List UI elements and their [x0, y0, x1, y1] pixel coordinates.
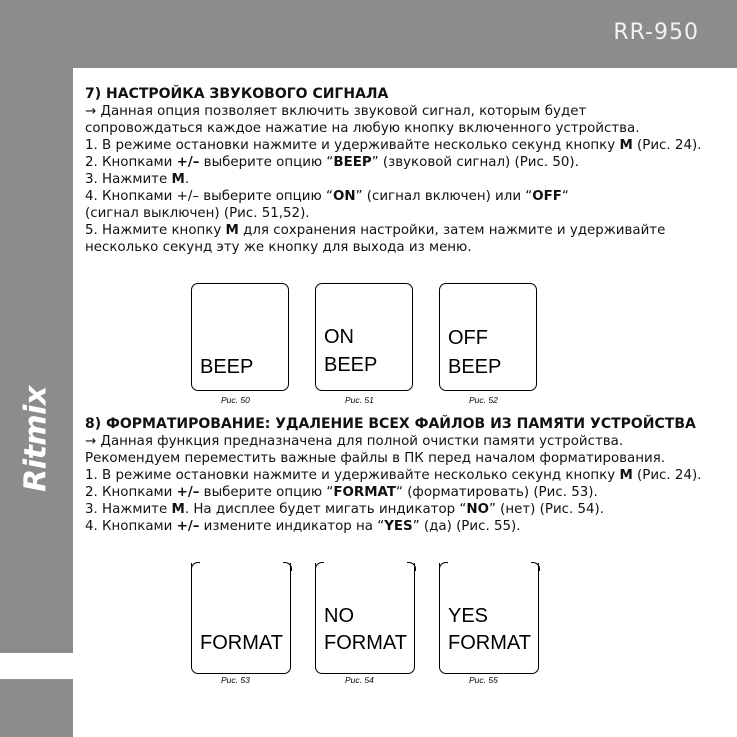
- key-plus-minus: +/–: [176, 519, 200, 534]
- side-bar: [0, 68, 73, 653]
- text: ” (звуковой сигнал) (Рис. 50).: [371, 155, 579, 170]
- text: (Рис. 24).: [632, 138, 702, 153]
- manual-page-content-2: [85, 416, 725, 535]
- key-m: M: [171, 502, 185, 517]
- key-m: M: [225, 223, 239, 238]
- step-4: [85, 518, 725, 535]
- step-1: [85, 137, 725, 154]
- figure-caption: Рис. 51: [345, 395, 374, 405]
- display-screen: [315, 283, 413, 391]
- step-5: [85, 222, 725, 239]
- text: “: [561, 189, 569, 204]
- figure-caption: Рис. 53: [221, 675, 250, 685]
- display-screen: [191, 563, 291, 674]
- display-line-2: BEEP: [448, 356, 502, 378]
- text: 4. Кнопками: [85, 519, 177, 534]
- display-line-2: FORMAT: [324, 632, 407, 654]
- display-screen: [315, 563, 415, 674]
- text: измените индикатор на “: [199, 519, 385, 534]
- figure-51: [315, 283, 413, 405]
- option-format: FORMAT: [333, 485, 396, 500]
- display-line-2: BEEP: [200, 356, 254, 378]
- text: .: [184, 172, 190, 187]
- top-bar: [0, 0, 737, 68]
- paragraph-line: несколько секунд эту же кнопку для выхода из меню.: [85, 240, 472, 255]
- display-line-1: NO: [324, 605, 354, 627]
- text: 5. Нажмите кнопку: [85, 223, 226, 238]
- step-3: [85, 171, 725, 188]
- paragraph-line: Рекомендуем переместить важные файлы в ПК перед началом форматирования.: [85, 451, 666, 466]
- section-heading: 7) НАСТРОЙКА ЗВУКОВОГО СИГНАЛА: [85, 86, 389, 102]
- text: выберите опцию “: [199, 155, 334, 170]
- figure-52: [439, 283, 537, 405]
- option-yes: YES: [384, 519, 413, 534]
- display-line-1: ON: [324, 326, 354, 348]
- option-on: ON: [332, 189, 356, 204]
- text: (Рис. 24).: [632, 468, 702, 483]
- display-line-2: FORMAT: [200, 632, 283, 654]
- figure-caption: Рис. 50: [221, 395, 250, 405]
- text: 3. Нажмите: [85, 172, 172, 187]
- step-4: [85, 188, 725, 205]
- text: ” (да) (Рис. 55).: [412, 519, 521, 534]
- figures-beep: [191, 283, 563, 405]
- figure-53: [191, 563, 289, 685]
- model-name: RR-950: [613, 20, 699, 45]
- text: 2. Кнопками: [85, 485, 177, 500]
- paragraph-line: → Данная опция позволяет включить звуковой сигнал, которым будет: [85, 104, 587, 119]
- key-m: M: [619, 138, 633, 153]
- step-2: [85, 484, 725, 501]
- figure-55: [439, 563, 537, 685]
- text: “ (форматировать) (Рис. 53).: [396, 485, 598, 500]
- option-no: NO: [466, 502, 489, 517]
- text: для сохранения настройки, затем нажмите и удерживайте: [238, 223, 666, 238]
- step-1: [85, 467, 725, 484]
- display-line-1: OFF: [448, 327, 488, 349]
- key-m: M: [171, 172, 185, 187]
- paragraph-line: → Данная функция предназначена для полной очистки памяти устройства.: [85, 434, 624, 449]
- option-off: OFF: [532, 189, 562, 204]
- display-line-1: YES: [448, 605, 489, 627]
- key-plus-minus: +/–: [176, 155, 200, 170]
- key-plus-minus: +/–: [176, 485, 200, 500]
- step-2: [85, 154, 725, 171]
- text: ” (нет) (Рис. 54).: [488, 502, 605, 517]
- figure-50: [191, 283, 289, 405]
- section-sound-signal: [85, 86, 725, 256]
- brand-logo: Ritmix: [18, 386, 54, 492]
- figure-54: [315, 563, 413, 685]
- text: 1. В режиме остановки нажмите и удерживайте несколько секунд кнопку: [85, 138, 620, 153]
- text: . На дисплее будет мигать индикатор “: [184, 502, 467, 517]
- text: 1. В режиме остановки нажмите и удерживайте несколько секунд кнопку: [85, 468, 620, 483]
- side-bar-bottom: [0, 679, 73, 737]
- paragraph-line: сопровождаться каждое нажатие на любую кнопку включенного устройства.: [85, 121, 640, 136]
- figure-caption: Рис. 55: [469, 675, 498, 685]
- text: 4. Кнопками +/– выберите опцию “: [85, 189, 333, 204]
- display-line-2: BEEP: [324, 354, 378, 376]
- text: выберите опцию “: [199, 485, 334, 500]
- paragraph-line: (сигнал выключен) (Рис. 51,52).: [85, 206, 310, 221]
- display-screen: [191, 283, 289, 391]
- manual-page-content: [85, 86, 725, 256]
- key-m: M: [619, 468, 633, 483]
- step-3: [85, 501, 725, 518]
- figures-format: [191, 563, 563, 685]
- section-format: [85, 416, 725, 535]
- figure-caption: Рис. 54: [345, 675, 374, 685]
- text: ” (сигнал включен) или “: [355, 189, 533, 204]
- text: 3. Нажмите: [85, 502, 172, 517]
- display-screen: [439, 283, 537, 391]
- display-line-2: FORMAT: [448, 632, 531, 654]
- text: 2. Кнопками: [85, 155, 177, 170]
- option-beep: BEEP: [333, 155, 372, 170]
- display-screen: [439, 563, 539, 674]
- section-heading: 8) ФОРМАТИРОВАНИЕ: УДАЛЕНИЕ ВСЕХ ФАЙЛОВ ИЗ ПАМЯТИ УСТРОЙСТВА: [85, 416, 696, 432]
- figure-caption: Рис. 52: [469, 395, 498, 405]
